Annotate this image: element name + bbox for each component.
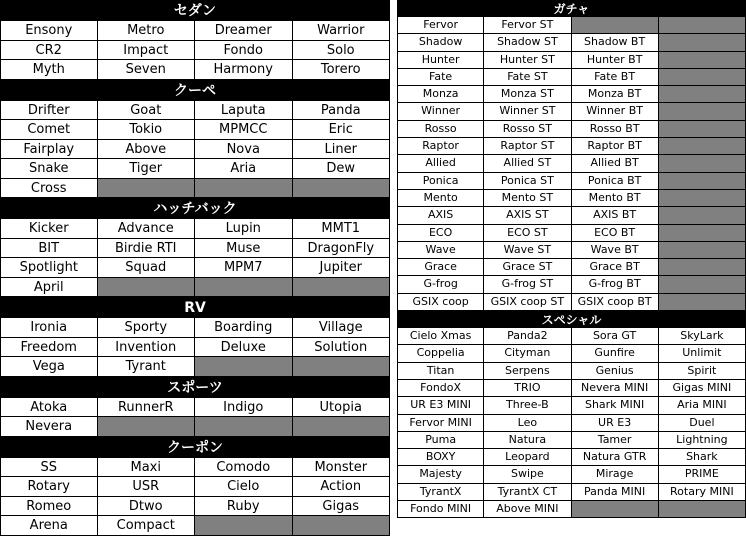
- model-cell-fairplay: Fairplay: [0, 140, 98, 160]
- empty-cell: [659, 190, 746, 207]
- empty-cell: [659, 121, 746, 138]
- model-cell-prime: PRIME: [659, 466, 746, 483]
- model-cell-aria: Aria: [195, 159, 293, 179]
- model-cell-g-frog: G-frog: [397, 276, 484, 293]
- model-cell-ponica-st: Ponica ST: [484, 173, 571, 190]
- model-cell-monza-st: Monza ST: [484, 86, 571, 103]
- model-cell-shadow-bt: Shadow BT: [572, 34, 659, 51]
- model-cell-laputa: Laputa: [195, 101, 293, 121]
- model-cell-atoka: Atoka: [0, 398, 98, 418]
- model-cell-impact: Impact: [98, 41, 196, 61]
- model-cell-natura-gtr: Natura GTR: [572, 449, 659, 466]
- model-cell-allied-bt: Allied BT: [572, 155, 659, 172]
- model-cell-duel: Duel: [659, 415, 746, 432]
- model-cell-eco: ECO: [397, 225, 484, 242]
- table-row: [397, 242, 746, 259]
- model-cell-tamer: Tamer: [572, 432, 659, 449]
- model-cell-skylark: SkyLark: [659, 328, 746, 345]
- empty-cell: [659, 276, 746, 293]
- model-cell-eco-st: ECO ST: [484, 225, 571, 242]
- model-cell-eric: Eric: [293, 120, 391, 140]
- empty-cell: [659, 259, 746, 276]
- section-header: セダン: [0, 0, 390, 21]
- model-cell-panda: Panda: [293, 101, 391, 121]
- model-cell-utopia: Utopia: [293, 398, 391, 418]
- model-cell-cross: Cross: [0, 179, 98, 199]
- section-header: スペシャル: [397, 311, 746, 328]
- model-cell-mento-bt: Mento BT: [572, 190, 659, 207]
- model-cell-spirit: Spirit: [659, 363, 746, 380]
- table-row: [397, 69, 746, 86]
- empty-cell: [98, 417, 196, 437]
- model-cell-raptor-st: Raptor ST: [484, 138, 571, 155]
- model-cell-seven: Seven: [98, 60, 196, 80]
- table-row: [397, 121, 746, 138]
- model-cell-cityman: Cityman: [484, 345, 571, 362]
- model-cell-ss: SS: [0, 458, 98, 478]
- model-cell-mento: Mento: [397, 190, 484, 207]
- model-cell-nova: Nova: [195, 140, 293, 160]
- model-cell-eco-bt: ECO BT: [572, 225, 659, 242]
- table-row: [0, 357, 390, 377]
- model-cell-monza: Monza: [397, 86, 484, 103]
- table-row: [0, 159, 390, 179]
- model-cell-solo: Solo: [293, 41, 391, 61]
- model-cell-birdie-rti: Birdie RTI: [98, 239, 196, 259]
- section-header: スポーツ: [0, 377, 390, 398]
- model-cell-squad: Squad: [98, 258, 196, 278]
- model-cell-rosso-bt: Rosso BT: [572, 121, 659, 138]
- model-cell-spotlight: Spotlight: [0, 258, 98, 278]
- empty-cell: [293, 357, 391, 377]
- table-row: [397, 397, 746, 414]
- model-cell-ur-e3-mini: UR E3 MINI: [397, 397, 484, 414]
- model-cell-rosso: Rosso: [397, 121, 484, 138]
- empty-cell: [659, 501, 746, 518]
- table-row: [397, 103, 746, 120]
- model-cell-cielo: Cielo: [195, 477, 293, 497]
- table-row: [397, 276, 746, 293]
- empty-cell: [659, 52, 746, 69]
- table-row: [0, 41, 390, 61]
- model-cell-leopard: Leopard: [484, 449, 571, 466]
- model-cell-serpens: Serpens: [484, 363, 571, 380]
- table-row: [0, 318, 390, 338]
- model-cell-mento-st: Mento ST: [484, 190, 571, 207]
- model-cell-compact: Compact: [98, 516, 196, 536]
- table-row: [397, 155, 746, 172]
- model-cell-fervor-st: Fervor ST: [484, 17, 571, 34]
- table-row: [397, 501, 746, 518]
- section-header: ガチャ: [397, 0, 746, 17]
- model-cell-tiger: Tiger: [98, 159, 196, 179]
- model-cell-rotary-mini: Rotary MINI: [659, 484, 746, 501]
- empty-cell: [659, 155, 746, 172]
- table-row: [0, 101, 390, 121]
- table-row: [397, 449, 746, 466]
- model-cell-lightning: Lightning: [659, 432, 746, 449]
- model-cell-dreamer: Dreamer: [195, 21, 293, 41]
- model-cell-sporty: Sporty: [98, 318, 196, 338]
- model-cell-ensony: Ensony: [0, 21, 98, 41]
- model-cell-fate-bt: Fate BT: [572, 69, 659, 86]
- model-cell-wave-st: Wave ST: [484, 242, 571, 259]
- model-cell-winner-bt: Winner BT: [572, 103, 659, 120]
- model-cell-ruby: Ruby: [195, 497, 293, 517]
- model-cell-monza-bt: Monza BT: [572, 86, 659, 103]
- model-cell-lupin: Lupin: [195, 219, 293, 239]
- model-cell-goat: Goat: [98, 101, 196, 121]
- model-cell-above-mini: Above MINI: [484, 501, 571, 518]
- model-cell-ur-e3: UR E3: [572, 415, 659, 432]
- model-cell-muse: Muse: [195, 239, 293, 259]
- empty-cell: [98, 278, 196, 298]
- model-cell-puma: Puma: [397, 432, 484, 449]
- model-cell-mpmcc: MPMCC: [195, 120, 293, 140]
- model-cell-mmt1: MMT1: [293, 219, 391, 239]
- model-cell-indigo: Indigo: [195, 398, 293, 418]
- model-cell-g-frog-bt: G-frog BT: [572, 276, 659, 293]
- model-cell-gsix-coop-st: GSIX coop ST: [484, 294, 571, 311]
- model-cell-fervor: Fervor: [397, 17, 484, 34]
- model-cell-dragonfly: DragonFly: [293, 239, 391, 259]
- model-cell-axis-bt: AXIS BT: [572, 207, 659, 224]
- section-header: クーポン: [0, 437, 390, 458]
- table-row: [397, 363, 746, 380]
- model-cell-raptor: Raptor: [397, 138, 484, 155]
- empty-cell: [195, 417, 293, 437]
- empty-cell: [293, 278, 391, 298]
- model-cell-metro: Metro: [98, 21, 196, 41]
- model-cell-nevera-mini: Nevera MINI: [572, 380, 659, 397]
- model-cell-wave: Wave: [397, 242, 484, 259]
- model-cell-swipe: Swipe: [484, 466, 571, 483]
- model-cell-fondo: Fondo: [195, 41, 293, 61]
- model-cell-ponica: Ponica: [397, 173, 484, 190]
- model-cell-hunter-bt: Hunter BT: [572, 52, 659, 69]
- model-cell-maxi: Maxi: [98, 458, 196, 478]
- table-row: [0, 398, 390, 418]
- model-cell-majesty: Majesty: [397, 466, 484, 483]
- table-row: [397, 345, 746, 362]
- empty-cell: [659, 225, 746, 242]
- model-cell-sora-gt: Sora GT: [572, 328, 659, 345]
- model-cell-bit: BIT: [0, 239, 98, 259]
- model-cell-coppelia: Coppelia: [397, 345, 484, 362]
- model-cell-comodo: Comodo: [195, 458, 293, 478]
- model-cell-monster: Monster: [293, 458, 391, 478]
- model-cell-three-b: Three-B: [484, 397, 571, 414]
- table-row: [0, 516, 390, 536]
- model-cell-panda-mini: Panda MINI: [572, 484, 659, 501]
- section-header: RV: [0, 297, 390, 318]
- empty-cell: [659, 103, 746, 120]
- empty-cell: [195, 516, 293, 536]
- model-cell-advance: Advance: [98, 219, 196, 239]
- model-cell-gunfire: Gunfire: [572, 345, 659, 362]
- model-cell-leo: Leo: [484, 415, 571, 432]
- model-cell-liner: Liner: [293, 140, 391, 160]
- empty-cell: [195, 278, 293, 298]
- model-cell-invention: Invention: [98, 338, 196, 358]
- model-cell-solution: Solution: [293, 338, 391, 358]
- model-cell-above: Above: [98, 140, 196, 160]
- model-cell-rosso-st: Rosso ST: [484, 121, 571, 138]
- empty-cell: [659, 17, 746, 34]
- model-cell-panda2: Panda2: [484, 328, 571, 345]
- table-row: [0, 239, 390, 259]
- model-cell-dtwo: Dtwo: [98, 497, 196, 517]
- model-cell-arena: Arena: [0, 516, 98, 536]
- model-cell-gsix-coop-bt: GSIX coop BT: [572, 294, 659, 311]
- empty-cell: [293, 417, 391, 437]
- model-cell-axis-st: AXIS ST: [484, 207, 571, 224]
- model-cell-harmony: Harmony: [195, 60, 293, 80]
- model-cell-warrior: Warrior: [293, 21, 391, 41]
- table-row: [397, 484, 746, 501]
- empty-cell: [659, 69, 746, 86]
- model-cell-shark-mini: Shark MINI: [572, 397, 659, 414]
- section-header: クーペ: [0, 80, 390, 101]
- table-row: [0, 497, 390, 517]
- empty-cell: [659, 242, 746, 259]
- empty-cell: [659, 138, 746, 155]
- table-row: [397, 328, 746, 345]
- model-cell-usr: USR: [98, 477, 196, 497]
- model-cell-g-frog-st: G-frog ST: [484, 276, 571, 293]
- table-row: [397, 225, 746, 242]
- table-row: [0, 258, 390, 278]
- model-cell-rotary: Rotary: [0, 477, 98, 497]
- section-header: ハッチバック: [0, 198, 390, 219]
- empty-cell: [293, 516, 391, 536]
- table-row: [397, 259, 746, 276]
- empty-cell: [98, 179, 196, 199]
- model-cell-allied-st: Allied ST: [484, 155, 571, 172]
- model-cell-april: April: [0, 278, 98, 298]
- model-cell-hunter: Hunter: [397, 52, 484, 69]
- empty-cell: [659, 86, 746, 103]
- model-cell-mirage: Mirage: [572, 466, 659, 483]
- table-row: [0, 219, 390, 239]
- model-cell-torero: Torero: [293, 60, 391, 80]
- model-cell-tyrant: Tyrant: [98, 357, 196, 377]
- table-row: [0, 477, 390, 497]
- model-cell-grace: Grace: [397, 259, 484, 276]
- table-row: [397, 432, 746, 449]
- table-row: [397, 138, 746, 155]
- table-row: [0, 21, 390, 41]
- model-cell-raptor-bt: Raptor BT: [572, 138, 659, 155]
- model-cell-gigas-mini: Gigas MINI: [659, 380, 746, 397]
- model-cell-mpm7: MPM7: [195, 258, 293, 278]
- model-cell-shark: Shark: [659, 449, 746, 466]
- table-row: [0, 60, 390, 80]
- model-cell-grace-bt: Grace BT: [572, 259, 659, 276]
- model-cell-grace-st: Grace ST: [484, 259, 571, 276]
- model-cell-fondox: FondoX: [397, 380, 484, 397]
- table-row: [397, 17, 746, 34]
- model-cell-kicker: Kicker: [0, 219, 98, 239]
- table-row: [0, 417, 390, 437]
- table-row: [0, 179, 390, 199]
- model-cell-dew: Dew: [293, 159, 391, 179]
- model-cell-ironia: Ironia: [0, 318, 98, 338]
- model-cell-unlimit: Unlimit: [659, 345, 746, 362]
- model-cell-winner: Winner: [397, 103, 484, 120]
- model-cell-shadow: Shadow: [397, 34, 484, 51]
- model-cell-tokio: Tokio: [98, 120, 196, 140]
- empty-cell: [659, 34, 746, 51]
- model-cell-winner-st: Winner ST: [484, 103, 571, 120]
- model-cell-hunter-st: Hunter ST: [484, 52, 571, 69]
- model-cell-wave-bt: Wave BT: [572, 242, 659, 259]
- model-cell-vega: Vega: [0, 357, 98, 377]
- table-row: [0, 338, 390, 358]
- model-cell-jupiter: Jupiter: [293, 258, 391, 278]
- model-cell-fondo-mini: Fondo MINI: [397, 501, 484, 518]
- table-row: [397, 466, 746, 483]
- model-cell-ponica-bt: Ponica BT: [572, 173, 659, 190]
- empty-cell: [195, 179, 293, 199]
- table-row: [397, 415, 746, 432]
- model-cell-cr2: CR2: [0, 41, 98, 61]
- model-cell-comet: Comet: [0, 120, 98, 140]
- empty-cell: [195, 357, 293, 377]
- right-column: [397, 0, 746, 518]
- model-cell-action: Action: [293, 477, 391, 497]
- table-row: [0, 140, 390, 160]
- model-cell-boxy: BOXY: [397, 449, 484, 466]
- model-cell-village: Village: [293, 318, 391, 338]
- model-cell-runnerr: RunnerR: [98, 398, 196, 418]
- table-row: [0, 120, 390, 140]
- model-cell-gigas: Gigas: [293, 497, 391, 517]
- table-row: [397, 380, 746, 397]
- model-cell-shadow-st: Shadow ST: [484, 34, 571, 51]
- table-row: [397, 86, 746, 103]
- model-cell-romeo: Romeo: [0, 497, 98, 517]
- empty-cell: [659, 294, 746, 311]
- empty-cell: [572, 17, 659, 34]
- model-cell-drifter: Drifter: [0, 101, 98, 121]
- table-row: [397, 207, 746, 224]
- table-row: [397, 173, 746, 190]
- model-cell-axis: AXIS: [397, 207, 484, 224]
- model-cell-aria-mini: Aria MINI: [659, 397, 746, 414]
- empty-cell: [659, 207, 746, 224]
- model-cell-nevera: Nevera: [0, 417, 98, 437]
- model-cell-titan: Titan: [397, 363, 484, 380]
- model-cell-trio: TRIO: [484, 380, 571, 397]
- table-row: [397, 52, 746, 69]
- model-cell-allied: Allied: [397, 155, 484, 172]
- model-cell-deluxe: Deluxe: [195, 338, 293, 358]
- model-cell-fervor-mini: Fervor MINI: [397, 415, 484, 432]
- model-cell-myth: Myth: [0, 60, 98, 80]
- model-cell-freedom: Freedom: [0, 338, 98, 358]
- empty-cell: [572, 501, 659, 518]
- table-row: [397, 190, 746, 207]
- model-cell-tyrantx-ct: TyrantX CT: [484, 484, 571, 501]
- table-row: [397, 34, 746, 51]
- model-cell-boarding: Boarding: [195, 318, 293, 338]
- model-cell-tyrantx: TyrantX: [397, 484, 484, 501]
- model-cell-gsix-coop: GSIX coop: [397, 294, 484, 311]
- table-row: [0, 278, 390, 298]
- model-cell-snake: Snake: [0, 159, 98, 179]
- model-cell-fate-st: Fate ST: [484, 69, 571, 86]
- table-row: [0, 458, 390, 478]
- empty-cell: [659, 173, 746, 190]
- model-cell-cielo-xmas: Cielo Xmas: [397, 328, 484, 345]
- model-cell-fate: Fate: [397, 69, 484, 86]
- model-cell-genius: Genius: [572, 363, 659, 380]
- empty-cell: [293, 179, 391, 199]
- table-row: [397, 294, 746, 311]
- model-cell-natura: Natura: [484, 432, 571, 449]
